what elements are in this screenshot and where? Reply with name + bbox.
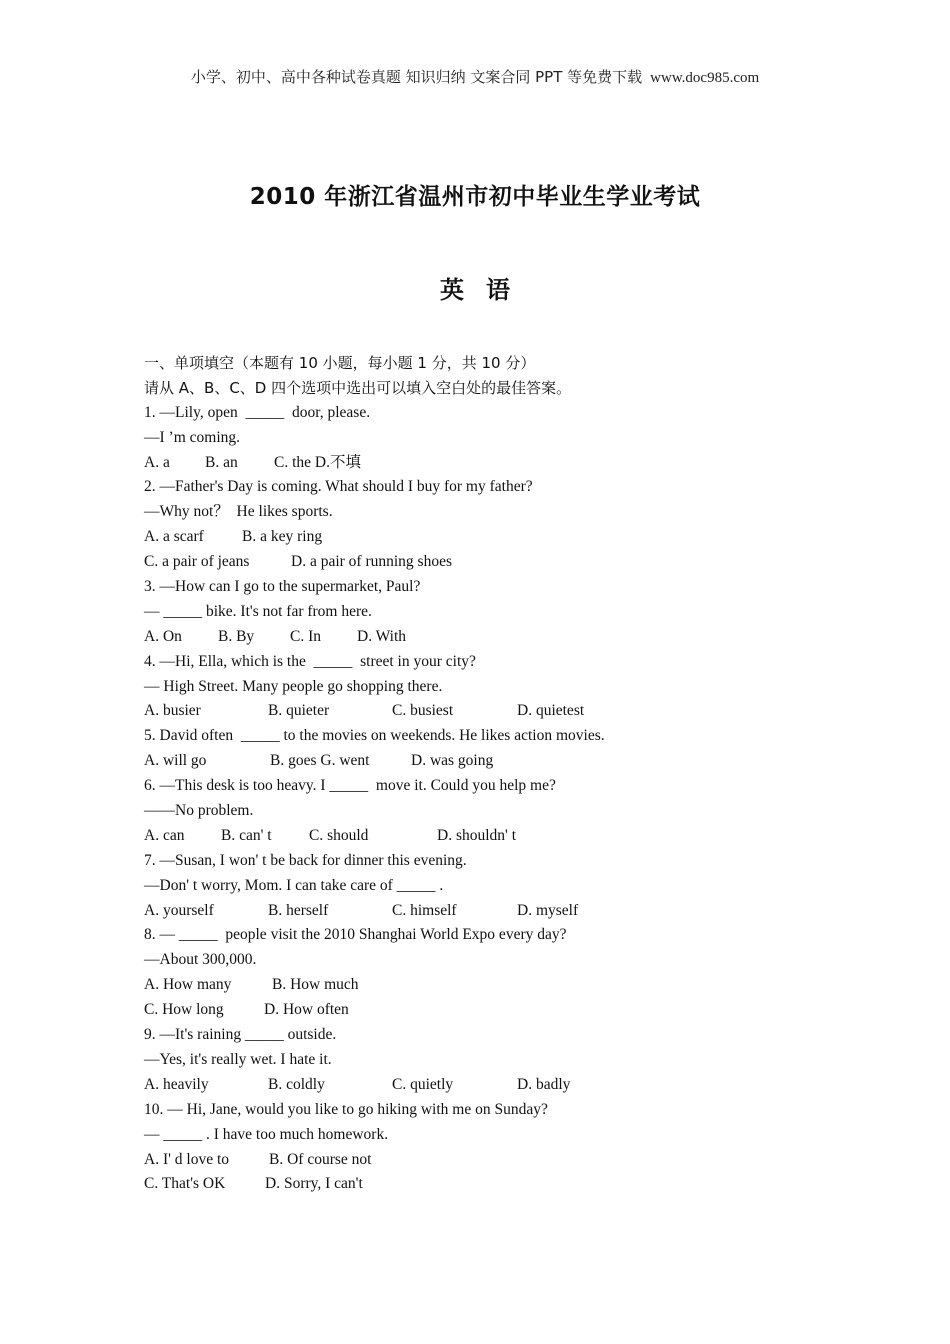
question-5 [144, 724, 864, 774]
question-reply: ——No problem. [144, 802, 254, 820]
question-stem: 1. —Lily, open _____ door, please. [144, 403, 371, 421]
question-reply: — High Street. Many people go shopping there. [144, 677, 443, 695]
question-2 [144, 475, 864, 575]
answer-option: D. With [357, 627, 407, 645]
question-1 [144, 401, 864, 476]
question-reply: —Yes, it's really wet. I hate it. [144, 1050, 332, 1068]
answer-option: B. can' t [221, 826, 272, 844]
answer-option: B. an [205, 453, 238, 471]
question-stem: 9. —It's raining _____ outside. [144, 1026, 337, 1044]
option-row [144, 973, 864, 998]
option-row [144, 525, 864, 550]
option-row [144, 550, 864, 575]
question-3 [144, 575, 864, 650]
question-reply: —About 300,000. [144, 951, 257, 969]
question-reply: —Don' t worry, Mom. I can take care of _____ . [144, 876, 444, 894]
answer-option: B. a key ring [242, 528, 323, 546]
option-row [144, 824, 864, 849]
question-reply: —Why not？ He likes sports. [144, 503, 333, 521]
option-row [144, 998, 864, 1023]
answer-option: B. herself [268, 901, 329, 919]
answer-option: A. can [144, 826, 185, 844]
option-row [144, 749, 864, 774]
exam-body [144, 351, 864, 1197]
answer-option: D. was going [411, 752, 494, 770]
page-header [0, 66, 950, 87]
question-6 [144, 774, 864, 849]
answer-option: D. badly [517, 1075, 571, 1093]
question-reply: — _____ bike. It's not far from here. [144, 602, 372, 620]
header-url[interactable]: www.doc985.com [650, 70, 760, 86]
answer-option: B. Of course not [269, 1150, 372, 1168]
option-row [144, 451, 864, 476]
answer-option: A. heavily [144, 1075, 209, 1093]
exam-subject: 英语 [440, 276, 532, 304]
answer-option: A. How many [144, 976, 232, 994]
question-stem: 5. David often _____ to the movies on weekends. He likes action movies. [144, 727, 605, 745]
answer-option: D. Sorry, I can't [265, 1175, 363, 1193]
answer-option: D. myself [517, 901, 579, 919]
answer-option: C. busiest [392, 702, 454, 720]
question-stem: 7. —Susan, I won' t be back for dinner this evening. [144, 851, 467, 869]
question-stem: 2. —Father's Day is coming. What should I buy for my father? [144, 478, 533, 496]
answer-option: C. the D.不填 [274, 453, 361, 471]
question-stem: 4. —Hi, Ella, which is the _____ street in your city? [144, 652, 476, 670]
answer-option: D. quietest [517, 702, 585, 720]
answer-option: A. yourself [144, 901, 214, 919]
option-row [144, 699, 864, 724]
option-row [144, 1148, 864, 1173]
answer-option: A. On [144, 627, 182, 645]
answer-option: A. a [144, 453, 170, 471]
option-row [144, 1172, 864, 1197]
answer-option: D. a pair of running shoes [291, 553, 452, 571]
question-stem: 8. — _____ people visit the 2010 Shanghai World Expo every day? [144, 926, 567, 944]
answer-option: C. That's OK [144, 1175, 226, 1193]
header-text: 小学、初中、高中各种试卷真题 知识归纳 文案合同 PPT 等免费下载 [190, 68, 643, 86]
answer-option: C. How long [144, 1001, 224, 1019]
question-10 [144, 1098, 864, 1198]
question-8 [144, 923, 864, 1023]
answer-option: B. By [218, 627, 255, 645]
question-list [144, 401, 864, 1198]
question-stem: 10. — Hi, Jane, would you like to go hiking with me on Sunday? [144, 1100, 548, 1118]
answer-option: A. a scarf [144, 528, 204, 546]
answer-option: B. goes G. went [270, 752, 370, 770]
question-7 [144, 849, 864, 924]
option-row [144, 1073, 864, 1098]
answer-option: B. coldly [268, 1075, 325, 1093]
section-heading: 一、单项填空（本题有 10 小题，每小题 1 分，共 10 分） [144, 354, 536, 372]
answer-option: B. How much [272, 976, 359, 994]
answer-option: A. busier [144, 702, 201, 720]
answer-option: A. will go [144, 752, 207, 770]
question-reply: — _____ . I have too much homework. [144, 1125, 389, 1143]
question-4 [144, 650, 864, 725]
exam-title: 2010 年浙江省温州市初中毕业生学业考试 [249, 184, 701, 210]
answer-option: C. quietly [392, 1075, 454, 1093]
answer-option: C. a pair of jeans [144, 553, 250, 571]
question-stem: 3. —How can I go to the supermarket, Paul? [144, 578, 421, 596]
answer-option: B. quieter [268, 702, 330, 720]
section-instruction: 请从 A、B、C、D 四个选项中选出可以填入空白处的最佳答案。 [144, 378, 572, 397]
option-row [144, 625, 864, 650]
answer-option: D. How often [264, 1001, 349, 1019]
question-stem: 6. —This desk is too heavy. I _____ move it. Could you help me? [144, 777, 556, 795]
option-row [144, 899, 864, 924]
answer-option: C. himself [392, 901, 457, 919]
answer-option: C. In [290, 627, 321, 645]
answer-option: C. should [309, 826, 369, 844]
question-9 [144, 1023, 864, 1098]
answer-option: A. I' d love to [144, 1150, 230, 1168]
answer-option: D. shouldn' t [437, 826, 517, 844]
question-reply: —I ’m coming. [144, 428, 240, 446]
